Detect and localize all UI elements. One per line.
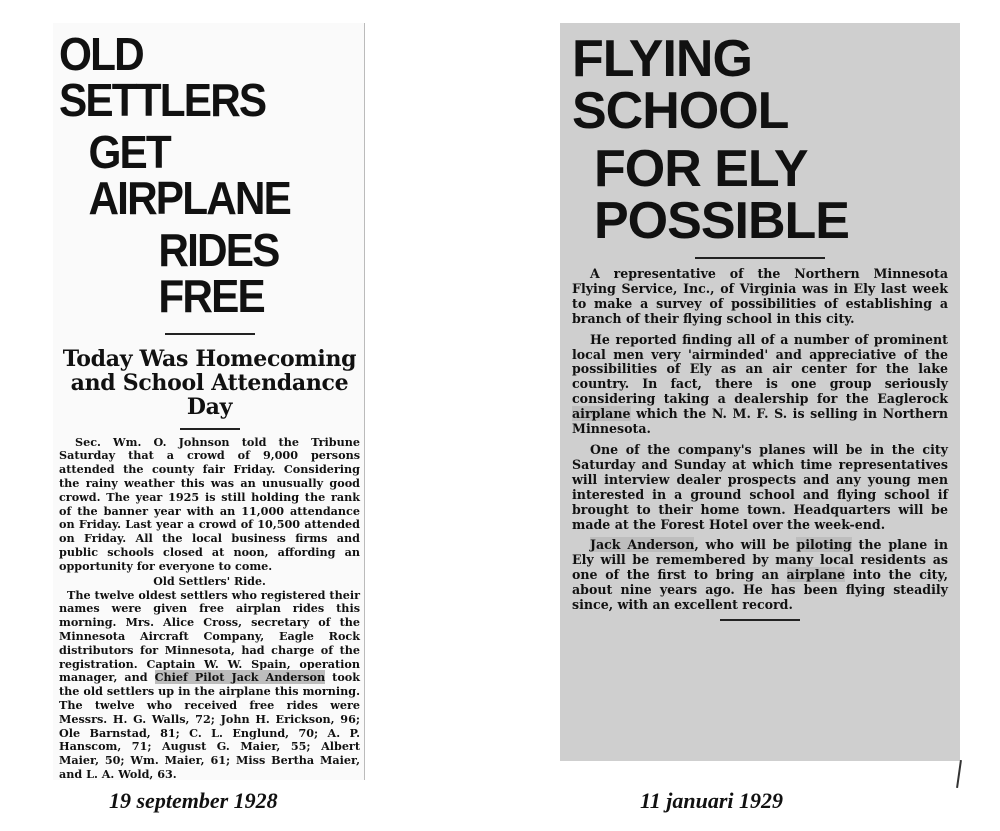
paragraph-1: A representative of the Northern Minnesota Flying Service, Inc., of Virginia was in Ely last week to make a survey of possibilities of establishing a branch of their flying school in this city. (572, 266, 948, 326)
highlight-chief-pilot: Chief Pilot Jack Anderson (154, 670, 326, 685)
paragraph-2-text: He reported finding all of a number of prominent local men very 'airminded' and appreciative of the possibilities of Ely as an air center for the lake country. In fact, there is one group seriously considering taking a dealership for the Eaglerock (572, 331, 948, 407)
divider (180, 428, 240, 430)
headline-line-1: OLD SETTLERS (59, 28, 266, 126)
paragraph-2-text: The twelve oldest settlers who registered their names were given free airplan rides this morning. Mrs. Alice Cross, secretary of the Minnesota Aircraft Company, Eagle Rock distributors for Minnesota, had charge of the registration. Captain W. W. Spain, operation manager, and (59, 587, 360, 685)
highlight-jack-anderson: Jack Anderson (590, 537, 695, 553)
subheadline: Today Was Homecoming and School Attendance Day (62, 346, 357, 421)
caption-1929: 11 januari 1929 (640, 788, 784, 813)
highlight-piloting: piloting (796, 537, 852, 553)
paragraph-2-text-end: took the old settlers up in the airplane this morning. The twelve who received free rides were Messrs. H. G. Walls, 72; John H. Erickson, 96; Ole Barnstad, 81; C. L. Englund, 70; A. P. Hanscom, 71; August G. Maier, 55; Albert Maier, 50; Wm. Maier, 61; Miss Bertha Maier, and L. A. Wold, 63. (59, 670, 360, 780)
divider (695, 257, 825, 259)
headline-line-2: GET AIRPLANE (88, 126, 291, 224)
section-heading: Old Settlers' Ride. (153, 574, 266, 588)
clipping-1929 (560, 23, 960, 761)
headline-line-2: FOR ELY POSSIBLE (594, 140, 849, 250)
clipping-1928 (53, 23, 365, 780)
paragraph-2-text-end: which the N. M. F. S. is selling in Northern Minnesota. (572, 406, 948, 437)
paragraph-2 (572, 333, 948, 437)
paragraph-1: Sec. Wm. O. Johnson told the Tribune Saturday that a crowd of 9,000 persons attended the county fair Friday. Considering the rainy weather this was an unusually good crowd. The year 1925 is still holding the rank of the banner year with an 11,000 attendance on Friday. Last year a crowd of 10,500 attended on Friday. All the local business firms and public schools closed at noon, affording an opportunity for everyone to come. (59, 434, 360, 573)
paragraph-3: One of the company's planes will be in the city Saturday and Sunday at which time representatives will interview dealer prospects and any young men interested in a ground school and flying school if brought to their home town. Headquarters will be made at the Forest Hotel over the week-end. (572, 441, 948, 532)
divider (720, 619, 800, 621)
paragraph-4-text-2: the plane in Ely will be remembered by many local residents as one of the first to bring an (572, 537, 948, 583)
margin-mark (956, 760, 962, 788)
headline-line-3: RIDES FREE (158, 224, 279, 322)
paragraph-2 (59, 589, 360, 780)
divider (165, 333, 255, 335)
paragraph-4-text-1: , who will be (694, 537, 797, 553)
paragraph-4-text-3: into the city, about nine years ago. He has been flying steadily since, with an excellent record. (572, 567, 948, 613)
headline-line-1: FLYING SCHOOL (572, 30, 789, 140)
highlight-airplane: airplane (572, 406, 631, 422)
highlight-airplane-2: airplane (786, 567, 846, 583)
paragraph-4 (572, 538, 948, 613)
caption-1928: 19 september 1928 (109, 788, 278, 813)
